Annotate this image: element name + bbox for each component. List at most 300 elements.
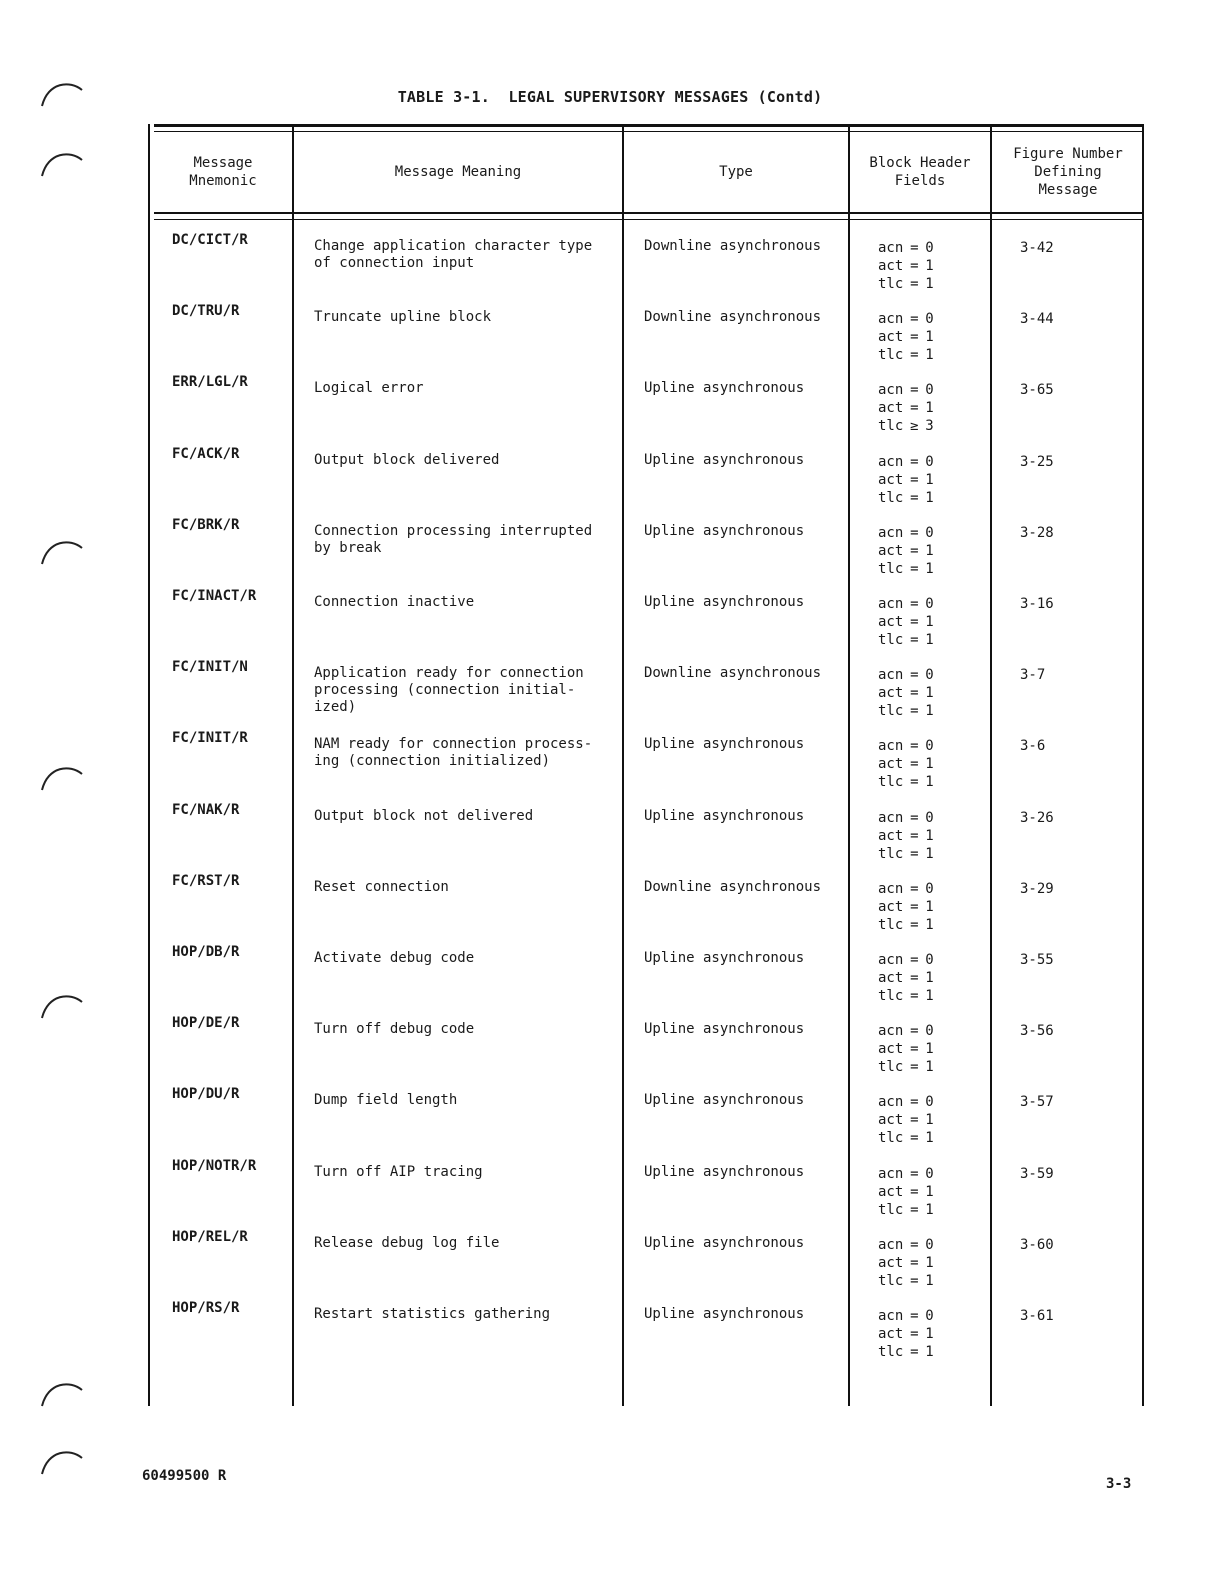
- field-operator: =: [910, 311, 919, 328]
- field-line: [878, 774, 988, 792]
- field-value: 1: [925, 614, 934, 630]
- field-value: 1: [925, 756, 934, 773]
- table-row: [0, 1015, 1220, 1085]
- field-operator: =: [910, 329, 919, 346]
- field-name: act: [878, 1254, 904, 1271]
- field-name: act: [878, 258, 904, 274]
- field-name: act: [878, 756, 904, 773]
- field-name: acn: [878, 1308, 904, 1324]
- field-line: [878, 561, 988, 579]
- field-operator: =: [910, 453, 919, 470]
- field-name: tlc: [878, 916, 904, 933]
- field-line: [878, 614, 988, 632]
- row-block-header-fields: [878, 1308, 988, 1362]
- field-value: 0: [925, 738, 934, 755]
- field-value: 1: [925, 1183, 934, 1200]
- field-name: acn: [878, 311, 904, 328]
- table-row: [0, 1086, 1220, 1156]
- row-figure-number: 3-26: [1020, 809, 1054, 826]
- field-operator: =: [910, 1183, 919, 1200]
- field-operator: =: [910, 240, 919, 256]
- field-value: 1: [925, 988, 934, 1004]
- field-line: [878, 472, 988, 490]
- field-line: [878, 703, 988, 721]
- field-value: 1: [925, 827, 934, 844]
- field-name: act: [878, 970, 904, 986]
- field-value: 1: [925, 542, 934, 559]
- field-name: acn: [878, 1165, 904, 1182]
- header-meaning: Message Meaning: [394, 164, 522, 180]
- row-meaning: Dump field length: [314, 1092, 458, 1109]
- field-value: 3: [925, 418, 934, 435]
- table-row: [0, 374, 1220, 444]
- field-operator: =: [910, 524, 919, 541]
- row-meaning: Connection inactive: [314, 594, 475, 610]
- row-meaning: Activate debug code: [314, 950, 475, 966]
- field-operator: =: [910, 596, 919, 612]
- row-meaning: NAM ready for connection process- ing (connection initialized): [314, 736, 593, 770]
- field-name: tlc: [878, 276, 904, 292]
- field-line: [878, 1237, 988, 1255]
- row-figure-number: 3-61: [1020, 1308, 1054, 1324]
- row-type: Upline asynchronous: [644, 594, 805, 610]
- row-meaning: Turn off debug code: [314, 1021, 475, 1038]
- field-value: 1: [925, 1041, 934, 1058]
- field-name: tlc: [878, 845, 904, 862]
- row-type: Upline asynchronous: [644, 736, 805, 753]
- row-type: Upline asynchronous: [644, 807, 805, 824]
- field-line: [878, 1273, 988, 1291]
- field-value: 1: [925, 916, 934, 933]
- field-operator: =: [910, 1130, 919, 1147]
- field-value: 0: [925, 1165, 934, 1182]
- field-value: 1: [925, 1130, 934, 1147]
- field-line: [878, 1166, 988, 1184]
- punch-hole-icon: [34, 1444, 86, 1496]
- row-mnemonic: HOP/DB/R: [172, 944, 240, 960]
- row-type: Upline asynchronous: [644, 1021, 805, 1038]
- table-row: [0, 517, 1220, 587]
- field-operator: =: [910, 614, 919, 630]
- row-figure-number: 3-65: [1020, 382, 1054, 399]
- row-type: Downline asynchronous: [644, 665, 822, 682]
- field-name: tlc: [878, 1201, 904, 1218]
- field-line: [878, 400, 988, 418]
- row-block-header-fields: [878, 667, 988, 721]
- field-operator: =: [910, 756, 919, 773]
- field-operator: =: [910, 1023, 919, 1040]
- field-value: 1: [925, 329, 934, 346]
- table-row: [0, 802, 1220, 872]
- row-block-header-fields: [878, 311, 988, 365]
- field-line: [878, 899, 988, 917]
- field-name: acn: [878, 809, 904, 826]
- row-mnemonic: FC/INACT/R: [172, 588, 257, 604]
- row-meaning: Release debug log file: [314, 1234, 500, 1251]
- field-name: acn: [878, 738, 904, 755]
- field-operator: =: [910, 1165, 919, 1182]
- field-name: acn: [878, 1094, 904, 1111]
- row-mnemonic: DC/TRU/R: [172, 303, 240, 320]
- field-operator: =: [910, 1254, 919, 1271]
- field-operator: =: [910, 1041, 919, 1058]
- field-value: 1: [925, 1272, 934, 1289]
- field-operator: =: [910, 1272, 919, 1289]
- row-mnemonic: HOP/DE/R: [172, 1015, 240, 1032]
- field-line: [878, 418, 988, 436]
- field-name: act: [878, 471, 904, 488]
- table-top-rule: [154, 124, 1144, 127]
- field-operator: =: [910, 1201, 919, 1218]
- row-figure-number: 3-29: [1020, 880, 1054, 897]
- header-fields: Block Header Fields: [869, 155, 971, 189]
- field-value: 1: [925, 845, 934, 862]
- field-line: [878, 525, 988, 543]
- field-name: act: [878, 1112, 904, 1129]
- field-operator: =: [910, 738, 919, 755]
- row-meaning: Turn off AIP tracing: [314, 1163, 483, 1180]
- field-line: [878, 667, 988, 685]
- table-title: TABLE 3-1. LEGAL SUPERVISORY MESSAGES (Contd): [397, 88, 823, 106]
- field-line: [878, 881, 988, 899]
- field-value: 0: [925, 1023, 934, 1040]
- header-rule: [154, 212, 1144, 214]
- field-line: [878, 1326, 988, 1344]
- field-operator: =: [910, 1094, 919, 1111]
- row-type: Upline asynchronous: [644, 1234, 805, 1251]
- field-line: [878, 276, 988, 294]
- field-name: tlc: [878, 489, 904, 506]
- field-operator: =: [910, 667, 919, 684]
- field-operator: =: [910, 809, 919, 826]
- field-operator: =: [910, 258, 919, 274]
- field-value: 1: [925, 489, 934, 506]
- header-figure: Figure Number Defining Message: [1013, 146, 1123, 198]
- field-value: 0: [925, 809, 934, 826]
- field-name: tlc: [878, 560, 904, 577]
- punch-hole-icon: [34, 146, 86, 198]
- field-name: tlc: [878, 703, 904, 720]
- row-type: Upline asynchronous: [644, 380, 805, 397]
- field-operator: ≥: [910, 418, 919, 435]
- field-value: 1: [925, 400, 934, 417]
- table-row: [0, 303, 1220, 373]
- row-block-header-fields: [878, 240, 988, 294]
- field-value: 0: [925, 596, 934, 612]
- field-name: acn: [878, 880, 904, 897]
- field-value: 0: [925, 1094, 934, 1111]
- field-line: [878, 1112, 988, 1130]
- row-mnemonic: FC/NAK/R: [172, 801, 240, 818]
- field-value: 1: [925, 276, 934, 292]
- row-figure-number: 3-28: [1020, 524, 1054, 541]
- punch-hole-icon: [34, 1376, 86, 1428]
- field-value: 0: [925, 453, 934, 470]
- row-block-header-fields: [878, 596, 988, 650]
- field-line: [878, 596, 988, 614]
- field-name: act: [878, 542, 904, 559]
- field-value: 1: [925, 1059, 934, 1076]
- field-value: 0: [925, 667, 934, 684]
- row-figure-number: 3-56: [1020, 1023, 1054, 1040]
- field-line: [878, 543, 988, 561]
- table-row: [0, 1300, 1220, 1370]
- row-type: Downline asynchronous: [644, 238, 822, 254]
- row-meaning: Logical error: [314, 380, 424, 397]
- field-operator: =: [910, 1059, 919, 1076]
- field-operator: =: [910, 703, 919, 720]
- field-line: [878, 1023, 988, 1041]
- field-operator: =: [910, 952, 919, 968]
- field-name: acn: [878, 1236, 904, 1253]
- field-value: 1: [925, 774, 934, 791]
- row-block-header-fields: [878, 382, 988, 436]
- field-value: 1: [925, 685, 934, 702]
- row-mnemonic: HOP/REL/R: [172, 1228, 248, 1245]
- field-value: 0: [925, 311, 934, 328]
- document-number: 60499500 R: [142, 1468, 227, 1484]
- field-value: 1: [925, 1112, 934, 1129]
- field-value: 1: [925, 970, 934, 986]
- row-figure-number: 3-16: [1020, 596, 1054, 612]
- field-line: [878, 311, 988, 329]
- row-type: Downline asynchronous: [644, 878, 822, 895]
- field-name: tlc: [878, 1272, 904, 1289]
- field-name: acn: [878, 952, 904, 968]
- field-name: acn: [878, 1023, 904, 1040]
- field-operator: =: [910, 382, 919, 399]
- row-meaning: Restart statistics gathering: [314, 1306, 551, 1322]
- field-name: acn: [878, 382, 904, 399]
- field-name: act: [878, 329, 904, 346]
- field-name: act: [878, 1326, 904, 1342]
- field-operator: =: [910, 276, 919, 292]
- field-value: 0: [925, 952, 934, 968]
- field-line: [878, 329, 988, 347]
- field-value: 0: [925, 382, 934, 399]
- field-operator: =: [910, 471, 919, 488]
- field-operator: =: [910, 1326, 919, 1342]
- field-line: [878, 1184, 988, 1202]
- field-operator: =: [910, 560, 919, 577]
- page-number: 3-3: [1106, 1476, 1132, 1492]
- row-mnemonic: ERR/LGL/R: [172, 374, 248, 391]
- field-operator: =: [910, 988, 919, 1004]
- field-line: [878, 632, 988, 650]
- field-value: 0: [925, 880, 934, 897]
- field-value: 1: [925, 1326, 934, 1342]
- table-row: [0, 446, 1220, 516]
- row-block-header-fields: [878, 454, 988, 508]
- field-line: [878, 347, 988, 365]
- row-mnemonic: HOP/NOTR/R: [172, 1157, 257, 1174]
- field-line: [878, 917, 988, 935]
- field-name: acn: [878, 596, 904, 612]
- field-line: [878, 490, 988, 508]
- field-line: [878, 1308, 988, 1326]
- row-figure-number: 3-7: [1020, 667, 1046, 684]
- field-operator: =: [910, 898, 919, 915]
- field-operator: =: [910, 542, 919, 559]
- field-line: [878, 988, 988, 1006]
- row-mnemonic: FC/INIT/N: [172, 659, 248, 676]
- row-block-header-fields: [878, 525, 988, 579]
- field-line: [878, 738, 988, 756]
- field-operator: =: [910, 1308, 919, 1324]
- field-line: [878, 382, 988, 400]
- field-value: 1: [925, 347, 934, 364]
- field-name: act: [878, 898, 904, 915]
- field-value: 1: [925, 632, 934, 648]
- field-line: [878, 756, 988, 774]
- row-type: Upline asynchronous: [644, 451, 805, 468]
- header-type: Type: [719, 164, 753, 180]
- field-name: act: [878, 827, 904, 844]
- field-operator: =: [910, 685, 919, 702]
- row-block-header-fields: [878, 1094, 988, 1148]
- table-row: [0, 232, 1220, 302]
- field-value: 0: [925, 1236, 934, 1253]
- row-type: Upline asynchronous: [644, 1092, 805, 1109]
- row-mnemonic: DC/CICT/R: [172, 232, 248, 248]
- field-operator: =: [910, 880, 919, 897]
- field-operator: =: [910, 1112, 919, 1129]
- row-figure-number: 3-42: [1020, 240, 1054, 256]
- field-name: tlc: [878, 774, 904, 791]
- field-name: tlc: [878, 1059, 904, 1076]
- table-row: [0, 944, 1220, 1014]
- row-block-header-fields: [878, 1237, 988, 1291]
- row-mnemonic: FC/INIT/R: [172, 730, 248, 747]
- field-value: 1: [925, 898, 934, 915]
- field-line: [878, 1202, 988, 1220]
- field-value: 1: [925, 1254, 934, 1271]
- row-figure-number: 3-60: [1020, 1236, 1054, 1253]
- field-value: 0: [925, 1308, 934, 1324]
- row-block-header-fields: [878, 810, 988, 864]
- field-operator: =: [910, 1344, 919, 1360]
- row-block-header-fields: [878, 1166, 988, 1220]
- field-line: [878, 1041, 988, 1059]
- field-line: [878, 952, 988, 970]
- field-line: [878, 240, 988, 258]
- field-value: 1: [925, 1201, 934, 1218]
- row-mnemonic: FC/ACK/R: [172, 445, 240, 462]
- table-row: [0, 659, 1220, 729]
- row-type: Upline asynchronous: [644, 1163, 805, 1180]
- field-operator: =: [910, 827, 919, 844]
- field-name: acn: [878, 667, 904, 684]
- row-mnemonic: HOP/DU/R: [172, 1086, 240, 1103]
- field-name: acn: [878, 240, 904, 256]
- table-row: [0, 588, 1220, 658]
- field-line: [878, 685, 988, 703]
- field-line: [878, 970, 988, 988]
- field-operator: =: [910, 489, 919, 506]
- row-figure-number: 3-57: [1020, 1094, 1054, 1111]
- row-meaning: Connection processing interrupted by break: [314, 522, 593, 556]
- table-row: [0, 1229, 1220, 1299]
- row-meaning: Application ready for connection processing (connection initial- ized): [314, 665, 584, 716]
- field-name: act: [878, 685, 904, 702]
- row-block-header-fields: [878, 881, 988, 935]
- field-operator: =: [910, 1236, 919, 1253]
- field-line: [878, 454, 988, 472]
- row-mnemonic: FC/BRK/R: [172, 516, 240, 533]
- field-name: tlc: [878, 988, 904, 1004]
- row-meaning: Output block not delivered: [314, 807, 534, 824]
- row-meaning: Output block delivered: [314, 451, 500, 468]
- field-name: tlc: [878, 1344, 904, 1360]
- table-row: [0, 1158, 1220, 1228]
- row-meaning: Truncate upline block: [314, 309, 492, 326]
- field-value: 0: [925, 524, 934, 541]
- row-block-header-fields: [878, 1023, 988, 1077]
- field-name: acn: [878, 524, 904, 541]
- row-meaning: Reset connection: [314, 878, 449, 895]
- field-name: acn: [878, 453, 904, 470]
- row-type: Upline asynchronous: [644, 1306, 805, 1322]
- field-line: [878, 1094, 988, 1112]
- table-row: [0, 730, 1220, 800]
- field-name: act: [878, 400, 904, 417]
- row-figure-number: 3-44: [1020, 311, 1054, 328]
- field-operator: =: [910, 845, 919, 862]
- row-mnemonic: FC/RST/R: [172, 872, 240, 889]
- field-name: act: [878, 614, 904, 630]
- field-line: [878, 828, 988, 846]
- field-operator: =: [910, 347, 919, 364]
- field-operator: =: [910, 774, 919, 791]
- row-block-header-fields: [878, 738, 988, 792]
- header-rule-inner: [154, 219, 1144, 220]
- field-value: 1: [925, 1344, 934, 1360]
- field-name: tlc: [878, 418, 904, 435]
- field-line: [878, 1130, 988, 1148]
- field-operator: =: [910, 970, 919, 986]
- field-value: 1: [925, 560, 934, 577]
- field-line: [878, 810, 988, 828]
- field-operator: =: [910, 916, 919, 933]
- field-value: 1: [925, 703, 934, 720]
- header-mnemonic: Message Mnemonic: [189, 155, 257, 189]
- field-name: tlc: [878, 347, 904, 364]
- field-operator: =: [910, 400, 919, 417]
- field-line: [878, 1255, 988, 1273]
- field-name: act: [878, 1183, 904, 1200]
- row-block-header-fields: [878, 952, 988, 1006]
- row-figure-number: 3-55: [1020, 952, 1054, 968]
- field-line: [878, 1344, 988, 1362]
- field-value: 0: [925, 240, 934, 256]
- field-operator: =: [910, 632, 919, 648]
- field-name: act: [878, 1041, 904, 1058]
- row-figure-number: 3-6: [1020, 738, 1046, 755]
- field-name: tlc: [878, 632, 904, 648]
- row-meaning: Change application character type of connection input: [314, 238, 593, 271]
- row-figure-number: 3-59: [1020, 1165, 1054, 1182]
- field-line: [878, 258, 988, 276]
- field-line: [878, 846, 988, 864]
- row-type: Upline asynchronous: [644, 522, 805, 539]
- row-type: Downline asynchronous: [644, 309, 822, 326]
- field-value: 1: [925, 471, 934, 488]
- field-line: [878, 1059, 988, 1077]
- row-figure-number: 3-25: [1020, 453, 1054, 470]
- field-name: tlc: [878, 1130, 904, 1147]
- row-mnemonic: HOP/RS/R: [172, 1300, 240, 1316]
- field-value: 1: [925, 258, 934, 274]
